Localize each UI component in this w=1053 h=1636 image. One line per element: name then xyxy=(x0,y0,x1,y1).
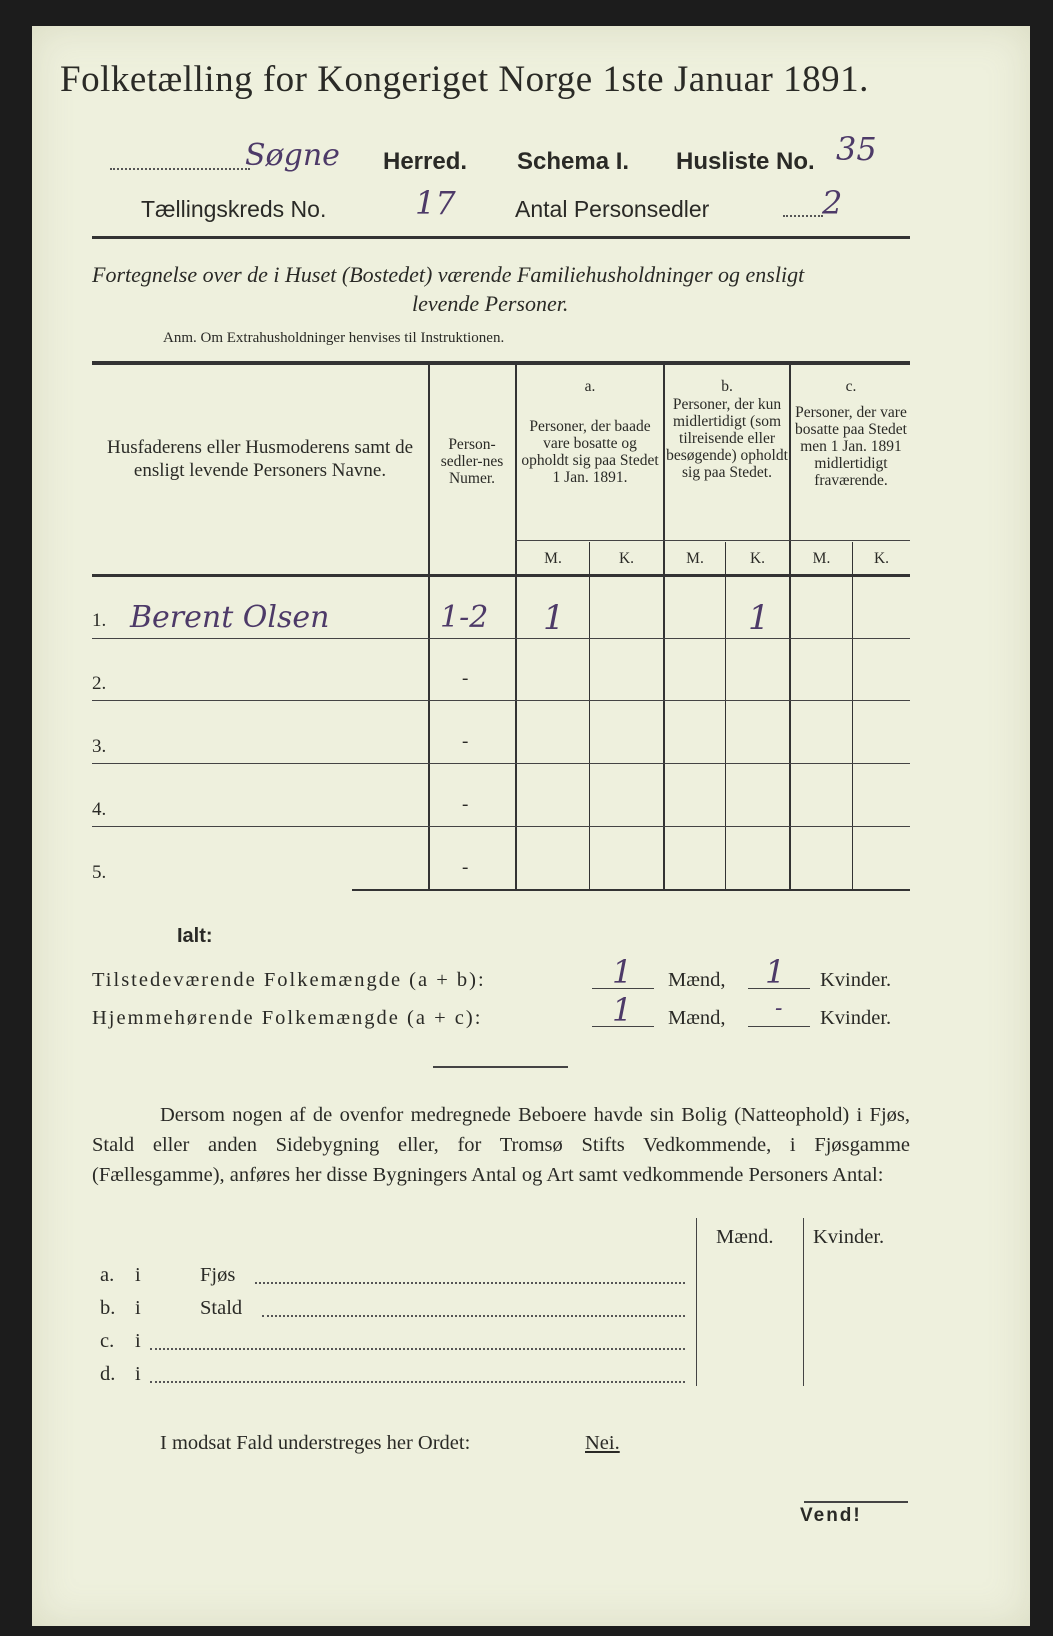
herred-dotline xyxy=(110,168,250,170)
buildings-col-maend: Mænd. xyxy=(716,1226,774,1248)
col-header-b: Personer, der kun midlertidigt (som tilreisende eller besøgende) opholdt sig paa Stedet. xyxy=(666,396,788,481)
hjem-m-value: 1 xyxy=(612,991,633,1029)
antal-dotline xyxy=(783,215,823,217)
buildings-divider-2 xyxy=(803,1218,804,1386)
row-3-numer: - xyxy=(462,731,469,752)
col-divider-3 xyxy=(663,365,665,889)
tilst-k-value: 1 xyxy=(765,953,786,991)
col-c-k: K. xyxy=(873,550,890,567)
hjem-k-line xyxy=(748,1026,810,1027)
row-1-numer: 1-2 xyxy=(440,600,489,635)
col-c-m: M. xyxy=(812,550,831,567)
row-3-number: 3. xyxy=(92,736,107,757)
col-a-m: M. xyxy=(544,550,562,567)
row-1-name: Berent Olsen xyxy=(130,600,330,635)
husliste-label: Husliste No. xyxy=(676,148,815,175)
hjem-label: Hjemmehørende Folkemængde (a + c): xyxy=(92,1007,483,1029)
kreds-value: 17 xyxy=(415,184,456,222)
nei-prefix: I modsat Fald understreges her Ordet: xyxy=(160,1432,471,1454)
intro-line1: Fortegnelse over de i Huset (Bostedet) værende Familiehusholdninger og ensligt xyxy=(92,262,805,287)
row-rule-4 xyxy=(92,826,910,827)
row-5-number: 5. xyxy=(92,862,107,883)
col-header-c-letter: c. xyxy=(845,378,857,395)
anm-note: Anm. Om Extrahusholdninger henvises til Instruktionen. xyxy=(163,330,505,346)
vend-label: Vend! xyxy=(800,1505,862,1526)
bldg-b-dots xyxy=(262,1315,685,1317)
row-4-number: 4. xyxy=(92,799,107,820)
row-2-number: 2. xyxy=(92,673,107,694)
bldg-c-i: i xyxy=(135,1330,141,1352)
section-divider xyxy=(433,1066,568,1068)
herred-value: Søgne xyxy=(245,138,340,173)
bldg-b-i: i xyxy=(135,1297,141,1319)
row-2-numer: - xyxy=(462,668,469,689)
antal-label: Antal Personsedler xyxy=(515,196,710,222)
bldg-a-i: i xyxy=(135,1264,141,1286)
table-top-rule xyxy=(92,361,910,365)
bldg-c-dots xyxy=(150,1348,685,1350)
col-divider-1 xyxy=(428,365,430,889)
intro-line2: levende Personer. xyxy=(412,291,569,316)
antal-value: 2 xyxy=(822,184,843,222)
buildings-paragraph: Dersom nogen af de ovenfor medregnede Beboere havde sin Bolig (Natteophold) i Fjøs, Stald eller anden Sidebygning eller, for Tromsø Stifts Vedkommende, i Fjøsgamme (Fællesgamme), anføres her disse Bygningers Antal og Art samt vedkommende Personers Antal: xyxy=(92,1104,910,1186)
bldg-b-letter: b. xyxy=(100,1297,116,1319)
bldg-b-label: Stald xyxy=(200,1297,243,1319)
row-1-a-m: 1 xyxy=(543,598,565,638)
col-divider-2 xyxy=(515,365,517,889)
herred-label: Herred. xyxy=(383,148,468,175)
tilst-m-value: 1 xyxy=(612,953,633,991)
table-bottom-rule xyxy=(352,889,910,891)
form-title: Folketælling for Kongeriget Norge 1ste Januar 1891. xyxy=(60,59,869,100)
header-rule xyxy=(92,236,910,239)
buildings-col-kvinder: Kvinder. xyxy=(813,1226,885,1248)
col-b-k: K. xyxy=(749,550,766,567)
bldg-a-label: Fjøs xyxy=(200,1264,236,1286)
kreds-label: Tællingskreds No. xyxy=(141,196,327,222)
vend-rule xyxy=(804,1501,908,1503)
col-header-c: Personer, der vare bosatte paa Stedet men 1 Jan. 1891 midlertidigt fraværende. xyxy=(795,404,907,489)
col-divider-b xyxy=(725,542,726,889)
row-1-number: 1. xyxy=(92,610,107,631)
nei-word: Nei. xyxy=(585,1432,620,1454)
col-header-a-letter: a. xyxy=(584,378,596,395)
col-header-names: Husfaderens eller Husmoderens samt de ensligt levende Personers Navne. xyxy=(106,437,413,481)
bldg-d-letter: d. xyxy=(100,1363,116,1385)
row-5-numer: - xyxy=(462,857,469,878)
tilst-label: Tilstedeværende Folkemængde (a + b): xyxy=(92,969,486,991)
col-a-k: K. xyxy=(618,550,635,567)
bldg-a-letter: a. xyxy=(100,1264,115,1286)
hjem-maend: Mænd, xyxy=(668,1007,726,1029)
bldg-a-dots xyxy=(255,1282,685,1284)
tilst-maend: Mænd, xyxy=(668,969,726,991)
row-1-b-k: 1 xyxy=(748,598,770,638)
row-rule-2 xyxy=(92,700,910,701)
col-divider-c xyxy=(852,542,853,889)
col-b-m: M. xyxy=(686,550,704,567)
col-header-numer: Person-sedler-nes Numer. xyxy=(440,436,504,487)
tilst-kvinder: Kvinder. xyxy=(820,969,892,991)
row-rule-1 xyxy=(92,638,910,639)
husliste-value: 35 xyxy=(836,130,877,168)
col-header-b-letter: b. xyxy=(721,378,733,395)
hjem-k-value: - xyxy=(775,996,783,1021)
row-rule-3 xyxy=(92,763,910,764)
bldg-c-letter: c. xyxy=(100,1330,115,1352)
bldg-d-dots xyxy=(150,1381,685,1383)
col-divider-a xyxy=(589,542,590,889)
col-divider-4 xyxy=(789,365,791,889)
mk-header-rule xyxy=(515,540,910,541)
row-4-numer: - xyxy=(462,794,469,815)
hjem-kvinder: Kvinder. xyxy=(820,1007,892,1029)
ialt-label: Ialt: xyxy=(177,925,213,947)
buildings-divider-1 xyxy=(696,1218,697,1386)
bldg-d-i: i xyxy=(135,1363,141,1385)
col-header-a: Personer, der baade vare bosatte og opholdt sig paa Stedet 1 Jan. 1891. xyxy=(521,418,659,486)
schema-label: Schema I. xyxy=(517,148,630,175)
table-header-rule xyxy=(92,574,910,577)
